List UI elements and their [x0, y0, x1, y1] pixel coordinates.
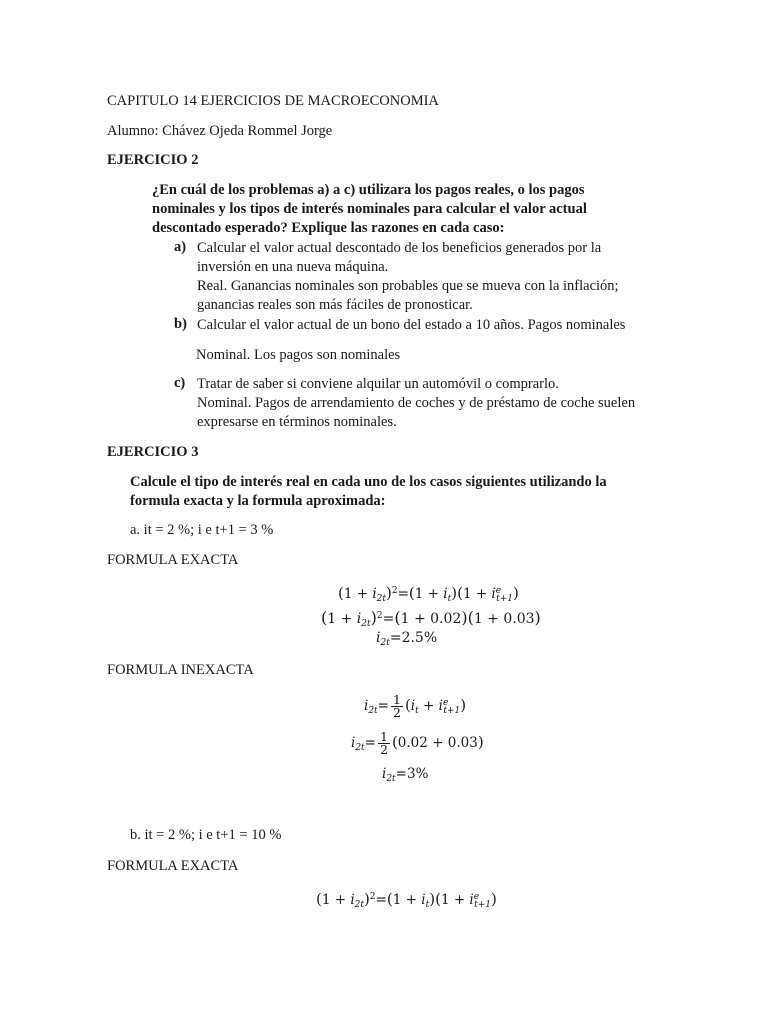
case-b-statement: b. it = 2 %; i e t+1 = 10 % — [130, 827, 282, 843]
exact-formula-a-result: $i_{2t}=2.5\%$ — [376, 630, 438, 648]
item-a-label: a) — [174, 239, 187, 255]
student-name: Alumno: Chávez Ojeda Rommel Jorge — [107, 123, 333, 139]
exercise-2-heading: EJERCICIO 2 — [107, 152, 199, 168]
inexact-formula-heading-a: FORMULA INEXACTA — [107, 662, 254, 678]
case-a-statement: a. it = 2 %; i e t+1 = 3 % — [130, 522, 274, 538]
inexact-formula-a-result: $i_{2t}=3\%$ — [382, 766, 429, 784]
value-0-02: 0.02 — [430, 611, 462, 627]
value-0-02-b: 0.02 — [397, 735, 428, 751]
result-exact-a: 2.5% — [401, 630, 438, 646]
exercise-3-question-line-2: formula exacta y la formula aproximada: — [130, 493, 386, 509]
item-c-line-2: Nominal. Pagos de arrendamiento de coches y de préstamo de coche suelen — [197, 395, 636, 411]
exercise-2-question-line-3: descontado esperado? Explique las razones en cada caso: — [152, 220, 505, 236]
inexact-formula-a-equation-1: $i_{2t}=$ $\frac{1}{2}$ $(i_t + i^e_{t+1})$ — [364, 692, 467, 720]
item-b-answer: Nominal. Los pagos son nominales — [196, 347, 401, 363]
item-a-line-4: ganancias reales son más fáciles de pronosticar. — [197, 297, 473, 313]
result-inexact-a: 3% — [406, 766, 429, 782]
inexact-formula-a-equation-2: $i_{2t}=$ $\frac{1}{2}$ (0.02 + 0.03) — [351, 729, 484, 757]
exercise-3-question-line-1: Calcule el tipo de interés real en cada uno de los casos siguientes utilizando la — [130, 474, 607, 490]
exercise-2-question-line-1: ¿En cuál de los problemas a) a c) utilizara los pagos reales, o los pagos — [152, 182, 585, 198]
item-a-line-1: Calcular el valor actual descontado de los beneficios generados por la — [197, 240, 602, 256]
exercise-3-heading: EJERCICIO 3 — [107, 444, 199, 460]
item-c-label: c) — [174, 375, 186, 391]
document-title: CAPITULO 14 EJERCICIOS DE MACROECONOMIA — [107, 93, 439, 109]
exercise-2-question-line-2: nominales y los tipos de interés nominales para calcular el valor actual — [152, 201, 587, 217]
item-b-line-1: Calcular el valor actual de un bono del estado a 10 años. Pagos nominales — [197, 317, 626, 333]
value-0-03: 0.03 — [503, 611, 535, 627]
exact-formula-a-equation-2: $(1 + i_{2t})^2=(1 + 0.02)(1 + 0.03)$ — [321, 608, 541, 629]
item-c-line-3: expresarse en términos nominales. — [197, 414, 397, 430]
item-c-line-1: Tratar de saber si conviene alquilar un automóvil o comprarlo. — [197, 376, 559, 392]
value-0-03-b: 0.03 — [447, 735, 478, 751]
exact-formula-a-equation-1: $(1 + i_{2t})^2=(1 + i_t)(1 + i^e_{t+1})$ — [338, 584, 519, 604]
item-a-line-3: Real. Ganancias nominales son probables que se mueva con la inflación; — [197, 278, 619, 294]
item-a-line-2: inversión en una nueva máquina. — [197, 259, 389, 275]
exact-formula-heading-a: FORMULA EXACTA — [107, 552, 239, 568]
exact-formula-heading-b: FORMULA EXACTA — [107, 858, 239, 874]
exact-formula-b-equation-1: $(1 + i_{2t})^2=(1 + i_t)(1 + i^e_{t+1})$ — [316, 890, 497, 910]
item-b-label: b) — [174, 316, 187, 332]
